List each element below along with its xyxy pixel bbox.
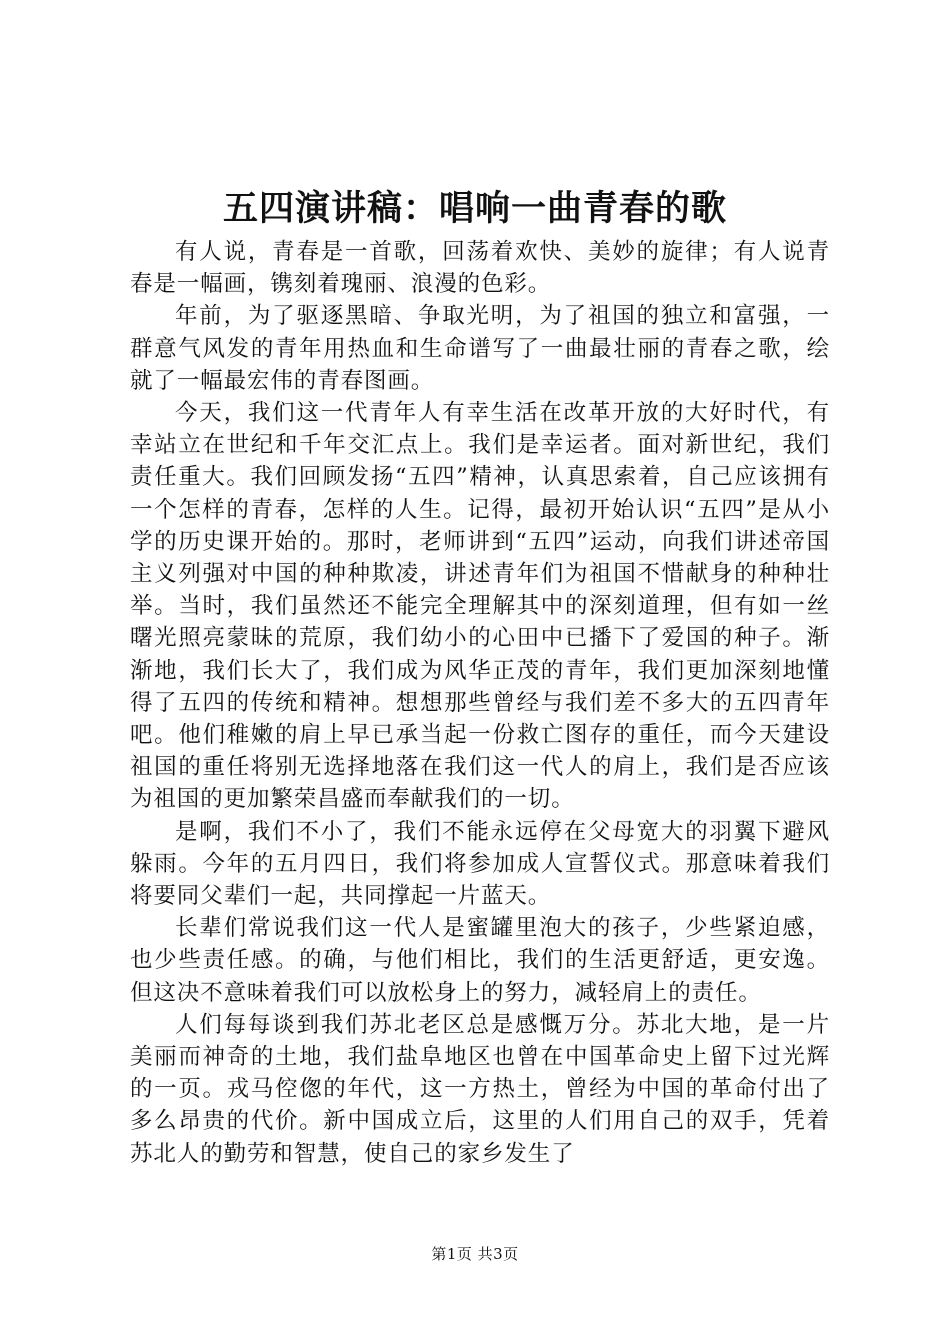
paragraph-6: 人们每每谈到我们苏北老区总是感慨万分。苏北大地，是一片美丽而神奇的土地，我们盐阜地区也曾在中国革命史上留下过光辉的一页。戎马倥偬的年代，这一方热土，曾经为中国的革命付出了多么昂贵的代价。新中国成立后，这里的人们用自己的双手，凭着苏北人的勤劳和智慧，使自己的家乡发生了 [130,1011,830,1167]
paragraph-2: 年前，为了驱逐黑暗、争取光明，为了祖国的独立和富强，一群意气风发的青年用热血和生命谱写了一曲最壮丽的青春之歌，绘就了一幅最宏伟的青春图画。 [130,303,830,394]
paragraph-1: 有人说，青春是一首歌，回荡着欢快、美妙的旋律；有人说青春是一幅画，镌刻着瑰丽、浪漫的色彩。 [130,239,830,298]
page-number-footer: 第1页 共3页 [431,1245,519,1263]
paragraph-4: 是啊，我们不小了，我们不能永远停在父母宽大的羽翼下避风躲雨。今年的五月四日，我们将参加成人宣誓仪式。那意味着我们将要同父辈们一起，共同撑起一片蓝天。 [130,818,830,910]
paragraph-5: 长辈们常说我们这一代人是蜜罐里泡大的孩子，少些紧迫感，也少些责任感。的确，与他们相比，我们的生活更舒适，更安逸。但这决不意味着我们可以放松身上的努力，减轻肩上的责任。 [130,915,830,1006]
document-title: 五四演讲稿：唱响一曲青春的歌 [222,188,727,229]
document-body [130,236,830,1170]
paragraph-3: 今天，我们这一代青年人有幸生活在改革开放的大好时代，有幸站立在世纪和千年交汇点上。我们是幸运者。面对新世纪，我们责任重大。我们回顾发扬“五四”精神，认真思索着，自己应该拥有一个怎样的青春，怎样的人生。记得，最初开始认识“五四”是从小学的历史课开始的。那时，老师讲到“五四”运动，向我们讲述帝国主义列强对中国的种种欺凌，讲述青年们为祖国不惜献身的种种壮举。当时，我们虽然还不能完全理解其中的深刻道理，但有如一丝曙光照亮蒙昧的荒原，我们幼小的心田中已播下了爱国的种子。渐渐地，我们长大了，我们成为风华正茂的青年，我们更加深刻地懂得了五四的传统和精神。想想那些曾经与我们差不多大的五四青年吧。他们稚嫩的肩上早已承当起一份救亡图存的重任，而今天建设祖国的重任将别无选择地落在我们这一代人的肩上，我们是否应该为祖国的更加繁荣昌盛而奉献我们的一切。 [130,400,830,813]
